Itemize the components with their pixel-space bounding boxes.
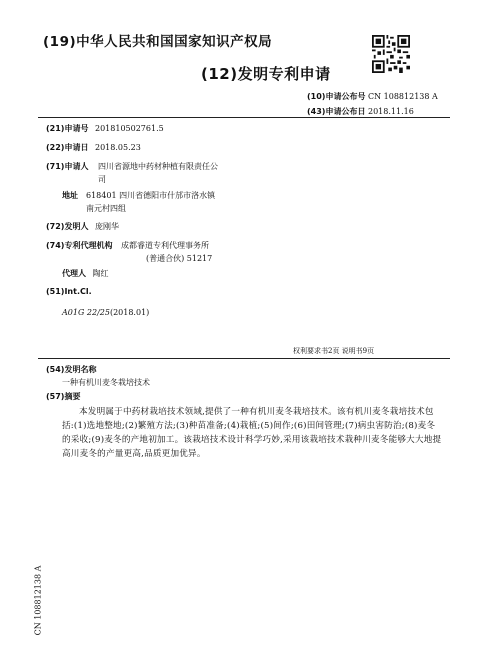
application-date-value: 2018.05.23 — [95, 143, 141, 152]
publication-number-value: CN 108812138 A — [368, 92, 438, 101]
application-number-label: (21)申请号 — [46, 124, 89, 133]
inventor-label: (72)发明人 — [46, 222, 89, 231]
abstract-text: 本发明属于中药材栽培技术领域,提供了一种有机川麦冬栽培技术。该有机川麦冬栽培技术包括:(1)选地整地;(2)繁殖方法;(3)种苗准备;(4)栽植;(5)间作;(6)田间管理;(7)病虫害防治;(8)麦冬的采收;(9)麦冬的产地初加工。该栽培技术设计科学巧妙,采用该栽培技术栽种川麦冬能够大大地提高川麦冬的产量更高,品质更加优异。 — [62, 407, 442, 459]
application-number-row — [46, 123, 164, 134]
document-type: (12)发明专利申请 — [201, 65, 331, 83]
publication-number-label: (10)申请公布号 — [307, 92, 366, 101]
applicant-label: (71)申请人 — [46, 162, 89, 171]
application-date-row — [46, 142, 141, 153]
applicant-line-1: 四川省源地中药材种植有限责任公 — [98, 162, 218, 171]
abstract-label: (57)摘要 — [46, 392, 81, 401]
publication-date-value: 2018.11.16 — [368, 107, 414, 116]
address-line-2: 南元村四组 — [86, 204, 126, 213]
inventor-value: 庞刚华 — [95, 222, 119, 231]
office-name: (19)中华人民共和国国家知识产权局 — [43, 34, 273, 50]
side-publication-number: CN 108812138 A — [33, 565, 43, 636]
address-line-1: 618401 四川省德阳市什邡市洛水镇 — [86, 191, 216, 200]
agency-line-2: (普通合伙) 51217 — [146, 254, 213, 263]
agent-value: 陶红 — [92, 269, 109, 278]
ipc-year: (2018.01) — [109, 308, 150, 317]
ipc-row — [62, 300, 149, 319]
address-label: 地址 — [62, 191, 78, 200]
header-divider — [38, 117, 450, 118]
publication-date — [307, 106, 414, 117]
qr-code-icon — [372, 35, 410, 73]
publication-date-label: (43)申请公布日 — [307, 107, 366, 116]
agency-label: (74)专利代理机构 — [46, 241, 113, 250]
agent-label: 代理人 — [62, 269, 86, 278]
inventor-row — [46, 221, 119, 232]
title-label: (54)发明名称 — [46, 365, 97, 374]
application-date-label: (22)申请日 — [46, 143, 89, 152]
application-number-value: 201810502761.5 — [95, 124, 164, 133]
publication-number — [307, 91, 438, 102]
applicant-line-2: 司 — [98, 175, 106, 184]
ipc-label: (51)Int.Cl. — [46, 287, 92, 296]
agent-row — [62, 268, 109, 279]
ipc-value: A01G 22/25 — [62, 308, 110, 317]
abstract-divider — [38, 358, 450, 359]
invention-title: 一种有机川麦冬栽培技术 — [62, 378, 150, 387]
pages-info: 权利要求书2页 说明书9页 — [293, 347, 375, 355]
agency-line-1: 成都睿道专利代理事务所 — [121, 241, 209, 250]
